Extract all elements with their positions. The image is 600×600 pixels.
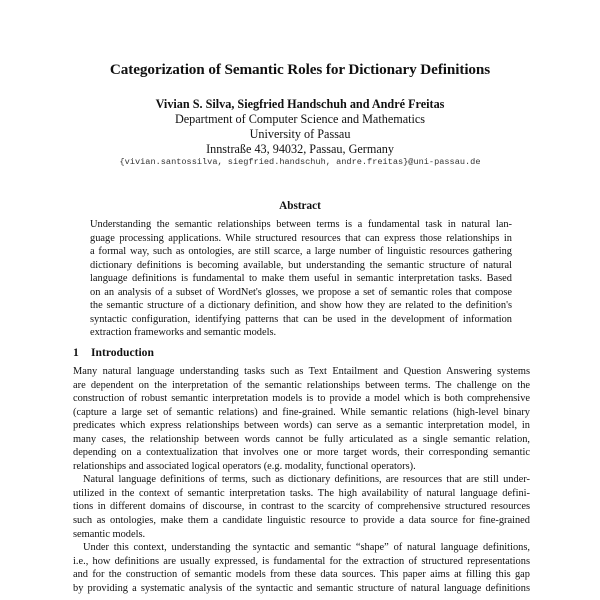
section-heading-introduction bbox=[73, 346, 154, 359]
body-line: are dependent on the interpretation of the semantic relationships between terms. The challenge on the bbox=[73, 379, 530, 391]
body-line: depending on a contextualization that involves one or more target words, their corresponding semantic bbox=[73, 447, 530, 459]
abstract-line: extraction frameworks and semantic models. bbox=[90, 327, 277, 339]
body-line: such as ontologies, make them a candidate linguistic resource to provide a data source for fine-grained bbox=[73, 515, 530, 527]
body-line: Under this context, understanding the syntactic and semantic “shape” of natural language definitions, bbox=[83, 542, 530, 554]
abstract-line: the semantic structure of a dictionary definition, and show how they are related to the definition's bbox=[90, 300, 512, 312]
abstract-line: on an analysis of a subset of WordNet's glosses, we propose a set of semantic roles that compose bbox=[90, 286, 512, 298]
body-line: semantic models. bbox=[73, 528, 146, 540]
body-line: relationships and associated logical operators (e.g. modality, functional operators). bbox=[73, 460, 416, 472]
section-number: 1 bbox=[73, 346, 79, 359]
abstract-line: a formal way, such as ontologies, are still scarce, a large number of linguistic resources gathering bbox=[90, 246, 512, 258]
body-line: utilized in the context of semantic interpretation tasks. The high availability of natural language defini- bbox=[73, 487, 530, 499]
body-line: (capture a large set of semantic relations) and fine-grained. While semantic relations (high-level binary bbox=[73, 406, 530, 418]
affiliation-department: Department of Computer Science and Mathematics bbox=[174, 112, 426, 126]
introduction-body bbox=[73, 365, 530, 595]
abstract-line: dictionary definitions is becoming available, but understanding the semantic structure of natural bbox=[90, 259, 512, 271]
affiliation-address: Innstraße 43, 94032, Passau, Germany bbox=[206, 142, 394, 156]
body-line: construction of robust semantic interpretation models is to provide a model which is both comprehensive bbox=[73, 393, 530, 405]
body-line: Many natural language understanding tasks such as Text Entailment and Question Answering systems bbox=[73, 366, 530, 377]
abstract-line: syntactic configuration, identifying patterns that can be used in the development of information bbox=[90, 313, 512, 325]
body-line: and for the construction of semantic models from these data sources. This paper aims at filling this gap bbox=[73, 569, 530, 581]
body-line: predicates which express relationships between words) can serve as a semantic interpretation model, in bbox=[73, 420, 530, 432]
abstract-line: guage processing applications. While structured resources that can express those relationships in bbox=[90, 232, 512, 244]
affiliation-university: University of Passau bbox=[249, 127, 351, 141]
abstract-body bbox=[90, 218, 512, 340]
body-line: by providing a systematic analysis of the syntactic and semantic structure of natural language definitions bbox=[73, 582, 530, 594]
section-title: Introduction bbox=[91, 346, 154, 359]
abstract-heading: Abstract bbox=[279, 200, 321, 212]
paper-title: Categorization of Semantic Roles for Dictionary Definitions bbox=[109, 61, 491, 78]
abstract-line: Understanding the semantic relationships between terms is a fundamental task in natural lan- bbox=[90, 219, 512, 230]
body-line: i.e., how definitions are usually expressed, is fundamental for the extraction of structured representations bbox=[73, 555, 530, 567]
body-line: Natural language definitions of terms, such as dictionary definitions, are resources that are still under- bbox=[83, 474, 530, 486]
body-line: tions in different domains of discourse, in contrast to the scarcity of comprehensive structured resources bbox=[73, 501, 530, 513]
body-line: many cases, the relationship between words cannot be fully articulated as a single semantic relation, bbox=[73, 433, 530, 445]
abstract-line: language definitions is fundamental to make them useful in semantic interpretation tasks. Based bbox=[90, 273, 512, 285]
author-emails: {vivian.santossilva, siegfried.handschuh, andre.freitas}@uni-passau.de bbox=[119, 157, 481, 167]
paper-authors: Vivian S. Silva, Siegfried Handschuh and André Freitas bbox=[155, 97, 445, 111]
